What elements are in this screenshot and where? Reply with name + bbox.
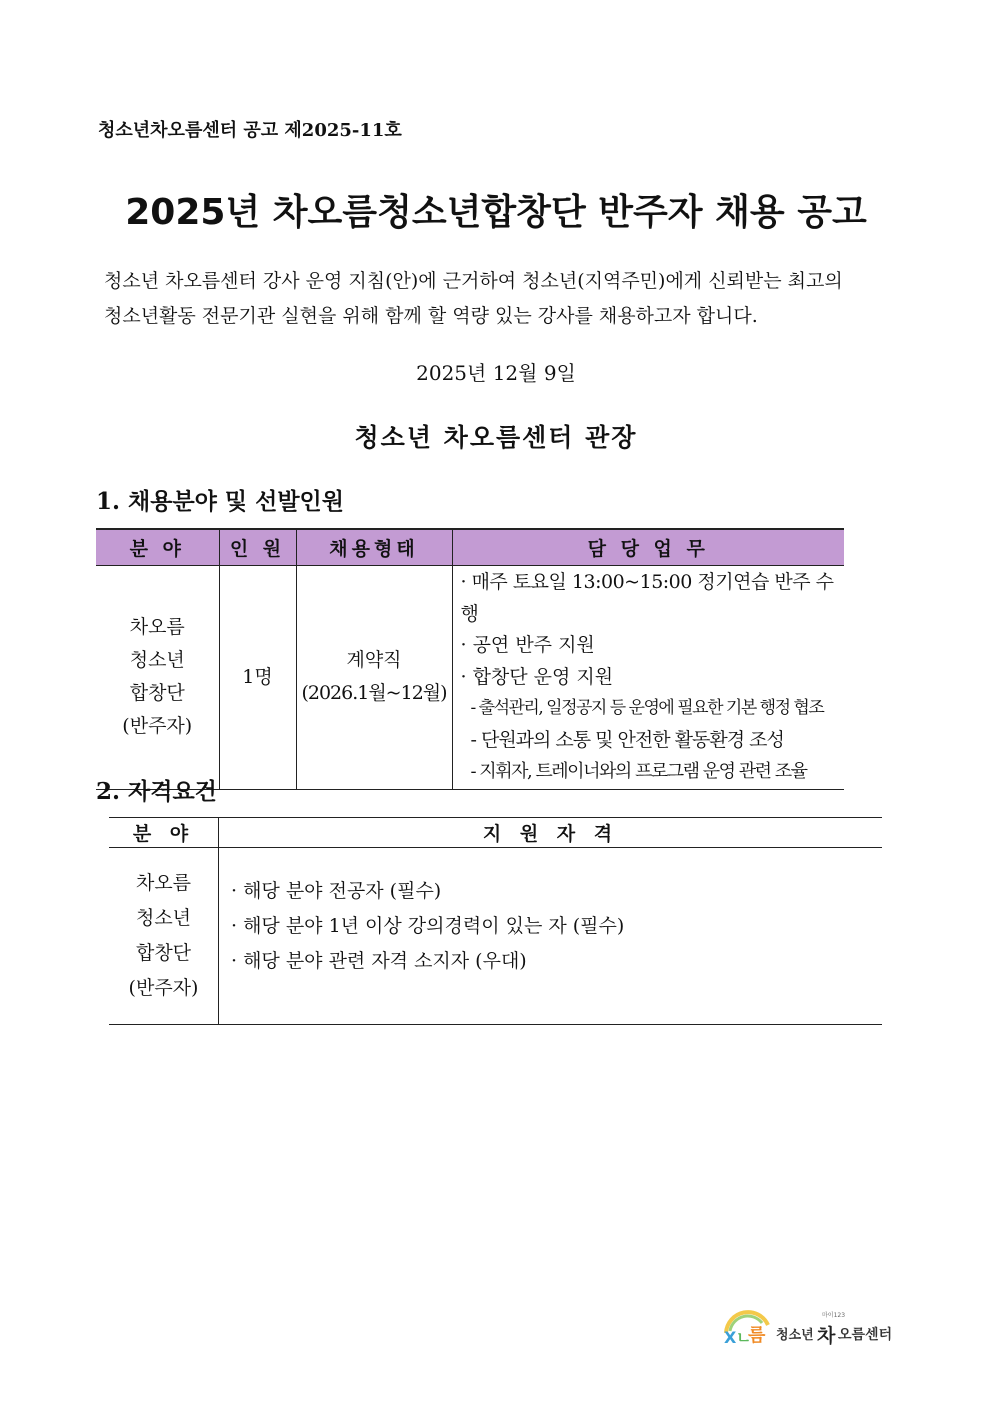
duty-subitem: - 지휘자, 트레이너와의 프로그램 운영 관련 조율	[470, 761, 807, 782]
center-logo	[722, 1305, 892, 1353]
field-line: 합창단	[135, 942, 192, 964]
duty-item: · 매주 토요일 13:00~15:00 정기연습 반주 수행	[460, 571, 834, 625]
header-type: 채용형태	[296, 529, 452, 566]
svg-text:청소년: 청소년	[776, 1328, 814, 1343]
field-line: 청소년	[135, 907, 192, 929]
requirements-cell	[219, 848, 883, 1025]
duty-item: · 공연 반주 지원	[460, 634, 595, 656]
field-line: (반주자)	[122, 715, 193, 738]
section-2-heading: 2. 자격요건	[96, 778, 217, 805]
field-line: 차오름	[135, 872, 192, 894]
table-row	[96, 566, 844, 790]
announcement-number: 청소년차오름센터 공고 제2025-11호	[98, 120, 402, 141]
header-duties: 담 당 업 무	[452, 529, 844, 566]
field-line: 차오름	[129, 616, 185, 639]
recruitment-table	[96, 528, 844, 790]
header-field: 분 야	[109, 818, 219, 848]
duties-cell	[452, 566, 844, 790]
signatory: 청소년 차오름센터 관장	[354, 423, 638, 452]
duty-subitem: - 단원과의 소통 및 안전한 활동환경 조성	[470, 728, 784, 751]
count-cell: 1명	[219, 566, 296, 790]
svg-text:마이123: 마이123	[822, 1312, 846, 1319]
header-qualifications: 지 원 자 격	[219, 818, 883, 848]
svg-text:차: 차	[817, 1325, 836, 1347]
announcement-date: 2025년 12월 9일	[416, 361, 576, 385]
document-title: 2025년 차오름청소년합창단 반주자 채용 공고	[125, 192, 867, 233]
svg-text:ㄴ: ㄴ	[736, 1328, 752, 1347]
svg-text:름: 름	[748, 1325, 766, 1346]
intro-line-2: 청소년활동 전문기관 실현을 위해 함께 할 역량 있는 강사를 채용하고자 합니다.	[104, 305, 758, 327]
qualification-table	[109, 817, 882, 1025]
header-field: 분 야	[96, 529, 219, 566]
type-line: (2026.1월~12월)	[301, 682, 447, 705]
table-header-row	[109, 818, 882, 848]
table-header-row	[96, 529, 844, 566]
svg-text:오름센터: 오름센터	[838, 1327, 892, 1343]
requirement-item: · 해당 분야 1년 이상 강의경력이 있는 자 (필수)	[231, 914, 625, 937]
field-cell	[96, 566, 219, 790]
duty-subitem: - 출석관리, 일정공지 등 운영에 필요한 기본 행정 협조	[470, 698, 824, 718]
intro-line-1: 청소년 차오름센터 강사 운영 지침(안)에 근거하여 청소년(지역주민)에게 신뢰받는 최고의	[104, 270, 843, 292]
field-line: (반주자)	[128, 977, 199, 999]
field-cell	[109, 848, 219, 1025]
header-count: 인 원	[219, 529, 296, 566]
field-line: 청소년	[129, 649, 185, 672]
duty-item: · 합창단 운영 지원	[460, 665, 614, 688]
type-line: 계약직	[346, 649, 402, 672]
requirement-item: · 해당 분야 전공자 (필수)	[231, 879, 442, 902]
section-1-heading: 1. 채용분야 및 선발인원	[96, 488, 344, 515]
table-row	[109, 848, 882, 1025]
svg-text:X: X	[724, 1328, 737, 1347]
requirement-item: · 해당 분야 관련 자격 소지자 (우대)	[231, 949, 527, 972]
field-line: 합창단	[129, 682, 185, 705]
logo-mark-icon	[722, 1305, 892, 1349]
type-cell	[296, 566, 452, 790]
